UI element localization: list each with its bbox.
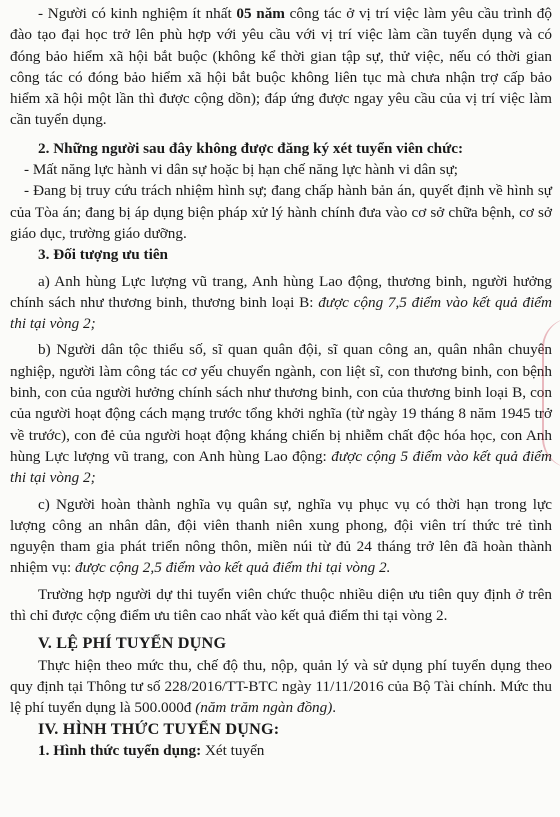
section-heading-V: V. LỆ PHÍ TUYỂN DỤNG xyxy=(38,634,227,653)
fee-paragraph xyxy=(10,655,552,719)
section-heading-IV: IV. HÌNH THỨC TUYỂN DỤNG: xyxy=(38,719,280,738)
priority-item-b xyxy=(10,339,552,488)
section-heading-3: 3. Đối tượng ưu tiên xyxy=(38,246,169,264)
italic-run: (năm trăm ngàn đồng) xyxy=(195,699,333,717)
priority-note: Trường hợp người dự thi tuyển viên chức thuộc nhiều diện ưu tiên quy định ở trên thì chỉ được cộng điểm ưu tiên cao nhất vào kết quả điểm thi tại vòng 2. xyxy=(10,585,552,625)
text-run: . xyxy=(332,699,337,717)
italic-run: được cộng 5 điểm vào kết quả điểm thi tại vòng 2; xyxy=(10,447,552,487)
text-run: công tác ở vị trí việc làm yêu cầu trình độ đào tạo đại học trở lên phù hợp với yêu cầu với vị trí việc làm cần tuyển dụng và có đóng bảo hiểm xã hội bắt buộc (không kể thời gian tập sự, thử việc, nếu có thời gian công tác có đóng bảo hiểm xã hội bắt buộc không liên tục mà chưa nhận trợ cấp bảo hiểm xã hội một lần thì được cộng dồn); đáp ứng được ngay yêu cầu của vị trí việc làm cần tuyển dụng. xyxy=(10,5,552,129)
bold-years: 05 năm xyxy=(236,5,285,22)
italic-run: được cộng 7,5 điểm vào kết quả điểm thi tại vòng 2; xyxy=(10,293,552,333)
section-heading-2: 2. Những người sau đây không được đăng ký xét tuyển viên chức: xyxy=(38,139,464,157)
italic-run: được cộng 2,5 điểm vào kết quả điểm thi tại vòng 2. xyxy=(74,559,391,577)
bullet-item-1: - Mất năng lực hành vi dân sự hoặc bị hạn chế năng lực hành vi dân sự; xyxy=(24,161,459,179)
text-run: Thực hiện theo mức thu, chế độ thu, nộp, quản lý và sử dụng phí tuyển dụng theo quy định tại Thông tư số 228/2016/TT-BTC ngày 11/11/2016 của Bộ Tài chính. Mức thu lệ phí tuyển dụng là 500.000đ xyxy=(10,656,552,717)
bullet-item-2: - Đang bị truy cứu trách nhiệm hình sự; đang chấp hành bản án, quyết định về hình sự của Tòa án; đang bị áp dụng biện pháp xử lý hành chính đưa vào cơ sở chữa bệnh, cơ sở giáo dục, trường giáo dưỡng. xyxy=(10,182,552,242)
priority-item-c xyxy=(10,494,552,579)
text-run: Xét tuyển xyxy=(201,741,265,759)
bold-label: 1. Hình thức tuyển dụng: xyxy=(38,741,202,759)
red-stamp-seal xyxy=(542,318,560,468)
text-run: b) Người dân tộc thiểu số, sĩ quan quân đội, sĩ quan công an, quân nhân chuyên nghiệp, người làm công tác cơ yếu chuyển ngành, con liệt sĩ, con thương binh, con bệnh binh, con của người hưởng chính sách như thương binh, con của thương binh loại B, con của người hoạt động cách mạng trước tổng khởi nghĩa (từ ngày 19 tháng 8 năm 1945 trở về trước), con đẻ của người hoạt động kháng chiến bị nhiễm chất độc hóa học, con Anh hùng Lực lượng vũ trang, con Anh hùng Lao động: xyxy=(10,341,552,465)
text-run: a) Anh hùng Lực lượng vũ trang, Anh hùng Lao động, thương binh, người hưởng chính sách như thương binh, thương binh loại B: xyxy=(10,272,552,311)
text-run: - Người có kinh nghiệm ít nhất xyxy=(38,5,237,22)
recruitment-form xyxy=(10,740,552,761)
priority-item-a xyxy=(10,271,552,335)
paragraph-experience xyxy=(10,3,552,131)
text-run: c) Người hoàn thành nghĩa vụ quân sự, nghĩa vụ phục vụ có thời hạn trong lực lượng công an nhân dân, đội viên thanh niên xung phong, đội viên trí thức trẻ tình nguyện tham gia phát triển nông thôn, miền núi từ đủ 24 tháng trở lên đã hoàn thành nhiệm vụ: xyxy=(10,495,552,577)
